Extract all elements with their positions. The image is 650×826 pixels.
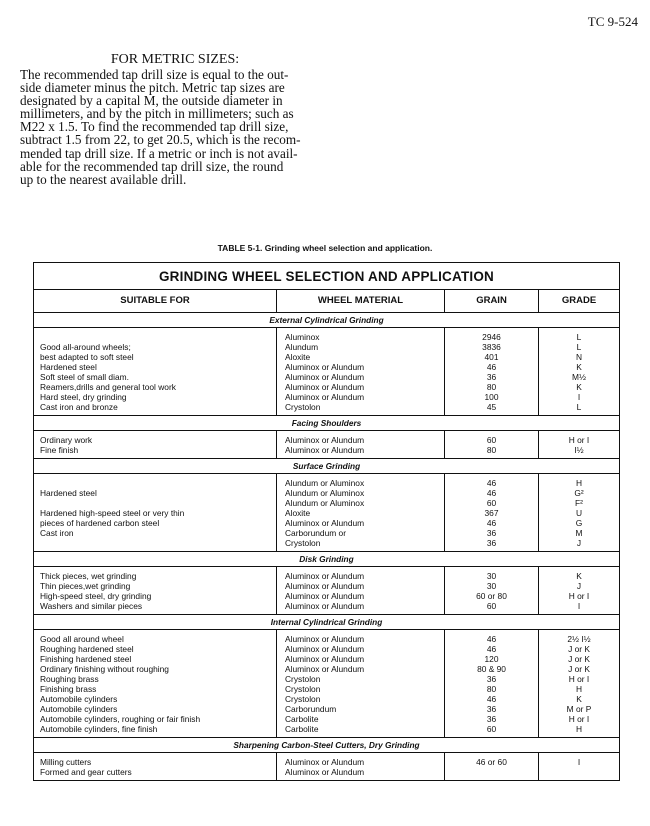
cell-line: M½ xyxy=(572,372,586,382)
table-caption: TABLE 5-1. Grinding wheel selection and application. xyxy=(217,243,433,253)
section-heading: Sharpening Carbon-Steel Cutters, Dry Grinding xyxy=(34,737,619,752)
cell-line xyxy=(445,767,538,777)
column-header-suitable-for: SUITABLE FOR xyxy=(120,295,190,306)
cell-line: H xyxy=(575,684,583,694)
cell-line: 46 xyxy=(486,362,497,372)
section-rows xyxy=(34,566,619,614)
cell-line: 36 xyxy=(486,538,497,548)
note-line: The recommended tap drill size is equal to the out- xyxy=(20,67,289,82)
cell-line: Cast iron xyxy=(40,528,74,538)
cell-wheel-material xyxy=(276,431,444,458)
cell-grain xyxy=(444,753,538,780)
cell-line: 80 & 90 xyxy=(477,664,506,674)
cell-line: 46 xyxy=(486,488,497,498)
cell-line: Hardened steel xyxy=(40,488,97,498)
cell-grain xyxy=(444,567,538,614)
cell-line: H or I xyxy=(568,714,590,724)
section-heading: Facing Shoulders xyxy=(34,415,619,430)
cell-line: Aluminox or Alundum xyxy=(285,382,365,392)
cell-line: I xyxy=(577,757,581,767)
cell-line: Crystolon xyxy=(285,402,321,412)
cell-line: Formed and gear cutters xyxy=(40,767,132,777)
cell-line: J xyxy=(576,538,582,548)
cell-line: Hard steel, dry grinding xyxy=(40,392,127,402)
cell-line: Carborundum xyxy=(285,704,337,714)
cell-line: Aluminox or Alundum xyxy=(285,518,365,528)
section-rows xyxy=(34,430,619,458)
metric-sizes-note xyxy=(20,52,330,186)
cell-line: L xyxy=(576,402,582,412)
cell-line: Ordinary finishing without roughing xyxy=(40,664,169,674)
grinding-wheel-table xyxy=(33,262,620,781)
cell-line: J or K xyxy=(568,644,590,654)
cell-line: U xyxy=(575,508,583,518)
cell-line: Good all around wheel xyxy=(40,634,124,644)
cell-line: 46 xyxy=(486,478,497,488)
cell-line: M or P xyxy=(566,704,592,714)
cell-line: 36 xyxy=(486,528,497,538)
cell-line: H xyxy=(575,724,583,734)
cell-line: K xyxy=(576,382,582,392)
cell-line: 46 xyxy=(486,694,497,704)
cell-line: Washers and similar pieces xyxy=(40,601,143,611)
cell-line: Aluminox or Alundum xyxy=(285,654,365,664)
column-header-wheel-material: WHEEL MATERIAL xyxy=(276,290,444,312)
cell-suitable-for xyxy=(34,328,276,415)
cell-line: Aluminox or Alundum xyxy=(285,362,365,372)
cell-grade xyxy=(538,431,619,458)
cell-line: 46 xyxy=(486,644,497,654)
cell-line: Aluminox xyxy=(285,332,320,342)
cell-line: H or I xyxy=(568,674,590,684)
cell-line: 46 or 60 xyxy=(476,757,507,767)
cell-line: Hardened high-speed steel or very thin xyxy=(40,508,185,518)
cell-line: Milling cutters xyxy=(40,757,92,767)
cell-line: Finishing brass xyxy=(40,684,97,694)
cell-line: Aloxite xyxy=(285,352,311,362)
cell-line: 401 xyxy=(484,352,499,362)
cell-suitable-for xyxy=(34,431,276,458)
note-line: mended tap drill size. If a metric or inch is not avail- xyxy=(20,145,298,161)
cell-line: Hardened steel xyxy=(40,362,97,372)
cell-line: H xyxy=(575,478,583,488)
cell-line: H or I xyxy=(568,435,590,445)
cell-line: Aluminox or Alundum xyxy=(285,644,365,654)
cell-line: K xyxy=(576,571,582,581)
cell-line: High-speed steel, dry grinding xyxy=(40,591,152,601)
cell-line: Thick pieces, wet grinding xyxy=(40,571,137,581)
section-rows xyxy=(34,327,619,415)
cell-line: 45 xyxy=(486,402,497,412)
cell-grade xyxy=(538,328,619,415)
note-line: millimeters, and by the pitch in millimeters; such as xyxy=(20,106,294,122)
cell-line: 36 xyxy=(486,372,497,382)
cell-line: J or K xyxy=(568,654,590,664)
cell-line: 3836 xyxy=(482,342,501,352)
cell-line: M xyxy=(575,528,583,538)
section-rows xyxy=(34,752,619,780)
cell-line: 60 or 80 xyxy=(476,591,507,601)
cell-line: 60 xyxy=(486,601,497,611)
cell-line: Soft steel of small diam. xyxy=(40,372,129,382)
cell-line: Roughing hardened steel xyxy=(40,644,134,654)
cell-line: 80 xyxy=(486,382,497,392)
cell-line: Automobile cylinders xyxy=(40,704,118,714)
cell-line: Aluminox or Alundum xyxy=(285,757,365,767)
cell-line: Cast iron and bronze xyxy=(40,402,118,412)
table-body xyxy=(34,312,619,780)
cell-line: H or I xyxy=(568,591,590,601)
cell-line: Aluminox or Alundum xyxy=(285,372,365,382)
cell-line: L xyxy=(576,342,582,352)
cell-line: Reamers,drills and general tool work xyxy=(40,382,176,392)
column-header-row xyxy=(34,289,619,312)
cell-line: Automobile cylinders, fine finish xyxy=(40,724,158,734)
cell-line: Aluminox or Alundum xyxy=(285,581,365,591)
cell-line: 36 xyxy=(486,674,497,684)
cell-line: Aluminox or Alundum xyxy=(285,591,365,601)
cell-line: Aluminox or Alundum xyxy=(285,571,365,581)
cell-line: I½ xyxy=(574,445,584,455)
cell-line: Ordinary work xyxy=(40,435,93,445)
section-rows xyxy=(34,629,619,737)
cell-line: 80 xyxy=(486,684,497,694)
note-line: up to the nearest available drill. xyxy=(20,171,187,187)
note-line: subtract 1.5 from 22, to get 20.5, which is the recom- xyxy=(20,132,301,148)
cell-grain xyxy=(444,431,538,458)
cell-line: 60 xyxy=(486,724,497,734)
cell-suitable-for xyxy=(34,630,276,737)
cell-line: 2946 xyxy=(482,332,501,342)
cell-line: pieces of hardened carbon steel xyxy=(40,518,160,528)
cell-wheel-material xyxy=(276,753,444,780)
cell-line: Automobile cylinders xyxy=(40,694,118,704)
cell-line: Alundum or Aluminox xyxy=(285,498,365,508)
cell-line: Finishing hardened steel xyxy=(40,654,132,664)
cell-suitable-for xyxy=(34,753,276,780)
cell-line: Automobile cylinders, roughing or fair finish xyxy=(40,714,201,724)
cell-line: Crystolon xyxy=(285,538,321,548)
note-line: designated by a capital M, the outside diameter in xyxy=(20,93,283,109)
cell-wheel-material xyxy=(276,630,444,737)
cell-grade xyxy=(538,474,619,551)
cell-line: 120 xyxy=(484,654,499,664)
cell-grade xyxy=(538,753,619,780)
cell-line: best adapted to soft steel xyxy=(40,352,134,362)
cell-grade xyxy=(538,567,619,614)
section-heading: External Cylindrical Grinding xyxy=(34,312,619,327)
section-rows xyxy=(34,473,619,551)
cell-suitable-for xyxy=(34,567,276,614)
section-heading: Internal Cylindrical Grinding xyxy=(34,614,619,629)
column-header-grain: GRAIN xyxy=(444,290,538,312)
cell-line: 100 xyxy=(484,392,499,402)
cell-line: I xyxy=(577,601,581,611)
cell-line: L xyxy=(576,332,582,342)
note-line: able for the recommended tap drill size, the round xyxy=(20,158,284,174)
section-heading: Surface Grinding xyxy=(34,458,619,473)
note-heading: FOR METRIC SIZES: xyxy=(110,52,240,67)
cell-line: Alundum or Aluminox xyxy=(285,488,365,498)
cell-line: G² xyxy=(574,488,584,498)
cell-wheel-material xyxy=(276,567,444,614)
cell-line: 46 xyxy=(486,634,497,644)
cell-line: Aluminox or Alundum xyxy=(285,664,365,674)
cell-suitable-for xyxy=(34,474,276,551)
table-title: GRINDING WHEEL SELECTION AND APPLICATION xyxy=(158,269,494,284)
cell-line: 60 xyxy=(486,435,497,445)
cell-line: 30 xyxy=(486,581,497,591)
cell-line: 36 xyxy=(486,704,497,714)
cell-line: K xyxy=(576,694,582,704)
cell-line: Carborundum or xyxy=(285,528,346,538)
cell-line xyxy=(34,498,276,508)
cell-wheel-material xyxy=(276,328,444,415)
note-line: M22 x 1.5. To find the recommended tap drill size, xyxy=(20,119,289,135)
note-body xyxy=(20,68,330,186)
cell-line: Carbolite xyxy=(285,724,319,734)
cell-line: F² xyxy=(575,498,583,508)
page-code: TC 9-524 xyxy=(587,14,638,29)
cell-grain xyxy=(444,474,538,551)
cell-line: 2½ I½ xyxy=(567,634,591,644)
cell-wheel-material xyxy=(276,474,444,551)
cell-line: Aluminox or Alundum xyxy=(285,392,365,402)
cell-line xyxy=(34,538,276,548)
column-header-grade: GRADE xyxy=(538,290,619,312)
cell-line: Aluminox or Alundum xyxy=(285,435,365,445)
cell-grain xyxy=(444,630,538,737)
cell-line: 367 xyxy=(484,508,499,518)
section-heading: Disk Grinding xyxy=(34,551,619,566)
cell-line: Carbolite xyxy=(285,714,319,724)
cell-line: N xyxy=(575,352,583,362)
note-line: side diameter minus the pitch. Metric tap sizes are xyxy=(20,80,285,96)
cell-line: Aloxite xyxy=(285,508,311,518)
cell-line: Aluminox or Alundum xyxy=(285,767,365,777)
cell-line: 60 xyxy=(486,498,497,508)
cell-line: 80 xyxy=(486,445,497,455)
cell-line: Aluminox or Alundum xyxy=(285,601,365,611)
cell-line: G xyxy=(575,518,583,528)
cell-line: Crystolon xyxy=(285,684,321,694)
cell-line: Alundum or Aluminox xyxy=(285,478,365,488)
cell-line xyxy=(539,767,619,777)
cell-line: K xyxy=(576,362,582,372)
cell-line: 36 xyxy=(486,714,497,724)
cell-line: Good all-around wheels; xyxy=(40,342,131,352)
cell-line: Thin pieces,wet grinding xyxy=(40,581,131,591)
cell-grade xyxy=(538,630,619,737)
cell-line: Crystolon xyxy=(285,674,321,684)
cell-line: 46 xyxy=(486,518,497,528)
cell-line: J or K xyxy=(568,664,590,674)
cell-line: Roughing brass xyxy=(40,674,99,684)
cell-line: 30 xyxy=(486,571,497,581)
cell-line: Crystolon xyxy=(285,694,321,704)
cell-line: Aluminox or Alundum xyxy=(285,445,365,455)
cell-line: Alundum xyxy=(285,342,319,352)
cell-line: J xyxy=(576,581,582,591)
cell-line: Fine finish xyxy=(40,445,79,455)
cell-line: Aluminox or Alundum xyxy=(285,634,365,644)
cell-line xyxy=(34,478,276,488)
cell-grain xyxy=(444,328,538,415)
cell-line: I xyxy=(577,392,581,402)
cell-line xyxy=(34,332,276,342)
